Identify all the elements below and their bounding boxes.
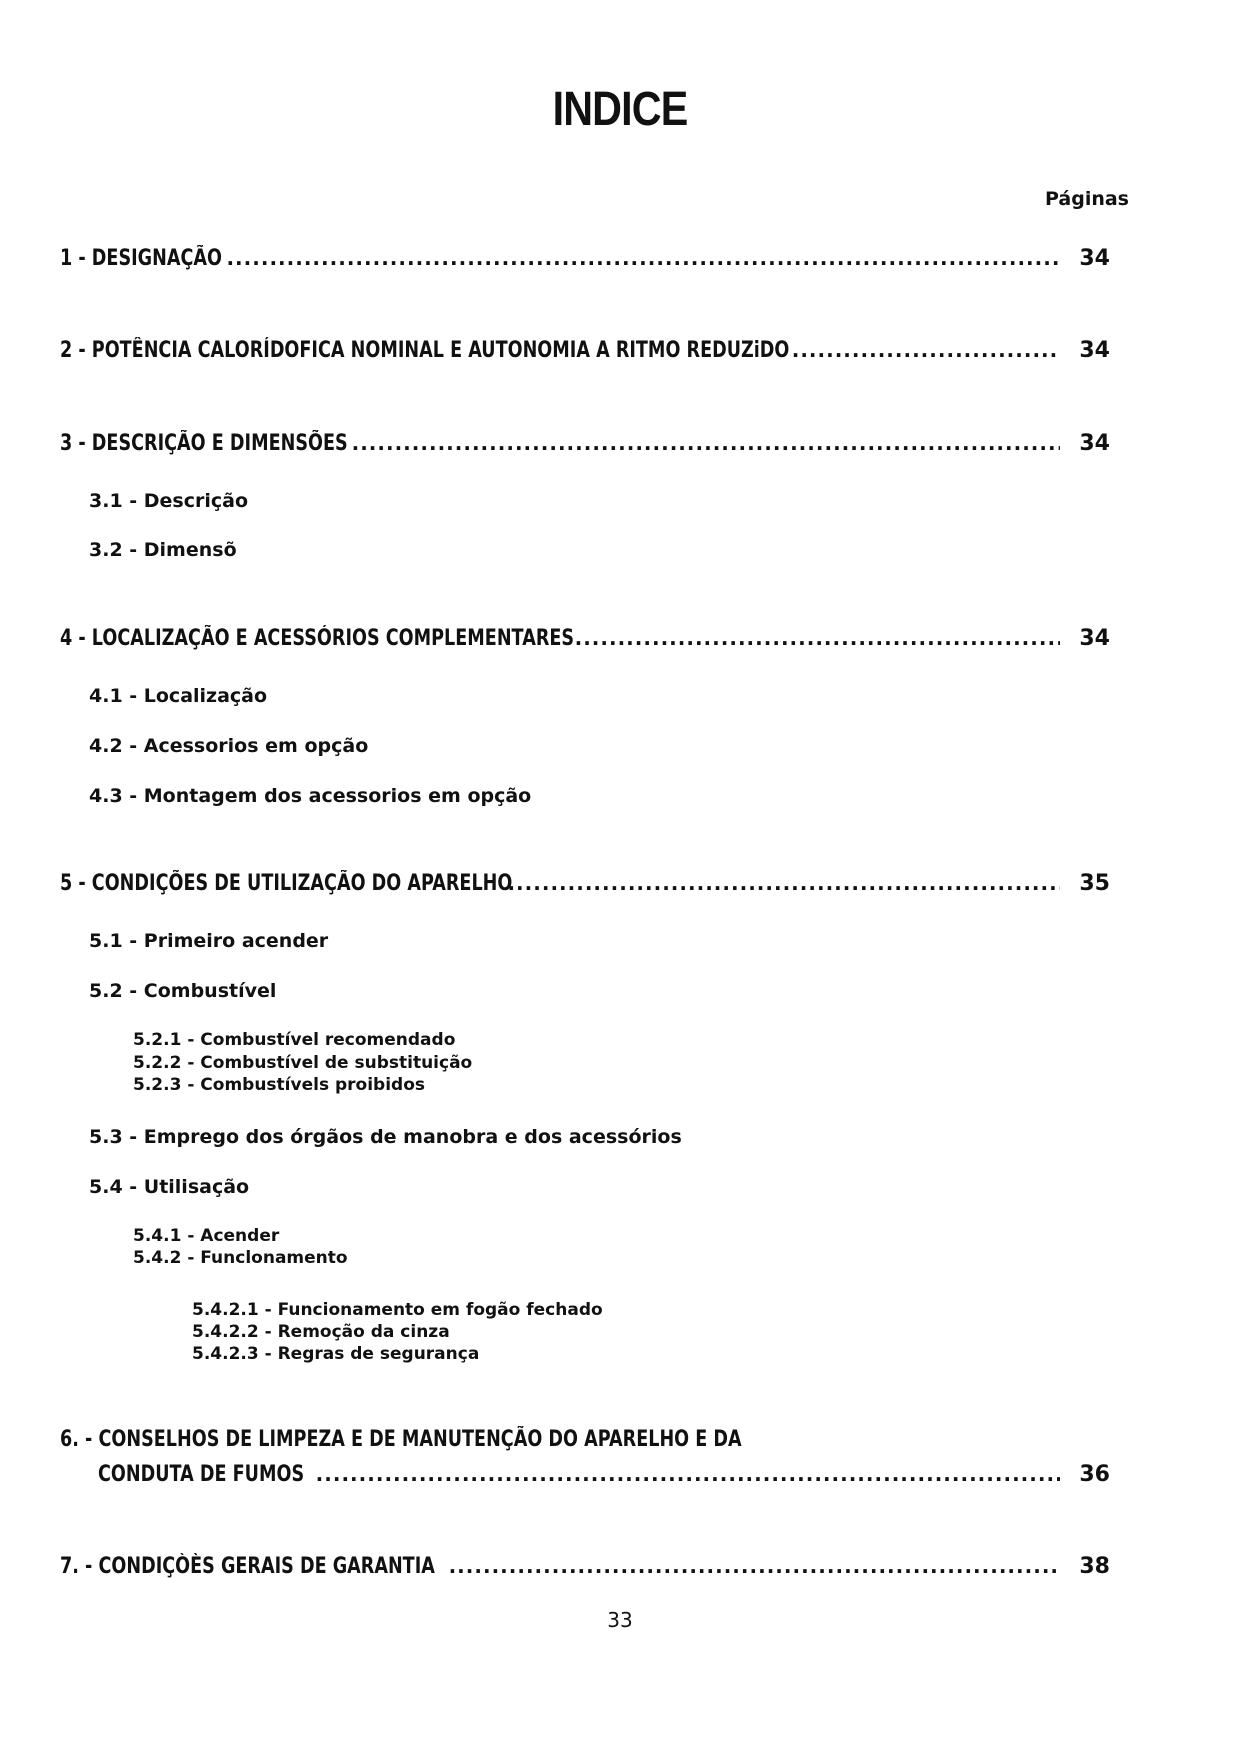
toc-entry-title: 3 - DESCRIÇÃO E DIMENSÕES: [60, 431, 348, 456]
toc-entry-title: CONDUTA DE FUMOS: [98, 1462, 305, 1487]
dot-leader: [449, 1554, 1060, 1578]
toc-subentry[interactable]: 4.1 - Localização: [89, 685, 268, 707]
toc-entry-5[interactable]: [60, 871, 1110, 901]
toc-entry-6[interactable]: [98, 1462, 1110, 1492]
toc-subentry[interactable]: 5.3 - Emprego dos órgãos de manobra e dos acessórios: [89, 1126, 682, 1148]
page-title: INDICE: [552, 83, 688, 136]
toc-subentry[interactable]: 5.4 - Utilisação: [89, 1176, 250, 1198]
toc-entry-page: 34: [1079, 431, 1110, 456]
toc-entry-page: 35: [1079, 871, 1110, 896]
toc-entry-3[interactable]: [60, 431, 1110, 461]
toc-subentry[interactable]: 3.1 - Descrição: [89, 490, 249, 512]
toc-subentry[interactable]: 5.4.2 - Funclonamento: [133, 1248, 348, 1268]
dot-leader: [316, 1462, 1060, 1486]
toc-subentry[interactable]: 5.2.3 - Combustívels proibidos: [133, 1075, 426, 1095]
toc-entry-4[interactable]: [60, 626, 1110, 656]
toc-entry-page: 36: [1079, 1462, 1110, 1487]
page-number: 33: [607, 1608, 633, 1632]
dot-leader: [575, 626, 1060, 650]
toc-entry-title: 1 - DESIGNAÇÃO: [60, 246, 222, 271]
toc-entry-title: 7. - CONDIÇÒÈS GERAIS DE GARANTIA: [60, 1554, 435, 1579]
toc-subentry[interactable]: 5.2.2 - Combustível de substituição: [133, 1053, 473, 1073]
toc-subentry[interactable]: 3.2 - Dimensõ: [89, 539, 237, 561]
toc-subentry[interactable]: 5.2 - Combustível: [89, 980, 277, 1002]
toc-subentry[interactable]: 5.4.2.1 - Funcionamento em fogão fechado: [192, 1300, 603, 1320]
toc-subentry[interactable]: 5.4.2.3 - Regras de segurança: [192, 1344, 480, 1364]
toc-entry-title: 5 - CONDIÇÕES DE UTILIZAÇÃO DO APARELHO: [60, 871, 513, 896]
toc-subentry[interactable]: 4.3 - Montagem dos acessorios em opção: [89, 785, 532, 807]
toc-subentry[interactable]: 5.4.2.2 - Remoção da cinza: [192, 1322, 450, 1342]
toc-subentry[interactable]: 5.2.1 - Combustível recomendado: [133, 1030, 456, 1050]
dot-leader: [226, 246, 1060, 270]
toc-entry-7[interactable]: [60, 1554, 1110, 1584]
toc-subentry[interactable]: 5.1 - Primeiro acender: [89, 930, 329, 952]
toc-entry-title: 6. - CONSELHOS DE LIMPEZA E DE MANUTENÇÃO DO APARELHO E DA: [60, 1427, 742, 1452]
toc-entry-1[interactable]: [60, 246, 1110, 276]
pages-column-label: Páginas: [1044, 188, 1129, 210]
toc-entry-2[interactable]: [60, 338, 1110, 368]
toc-entry-6-line1[interactable]: [60, 1427, 1110, 1457]
toc-subentry[interactable]: 5.4.1 - Acender: [133, 1226, 280, 1246]
toc-entry-page: 34: [1079, 338, 1110, 363]
toc-entry-title: 4 - LOCALIZAÇÃO E ACESSÓRIOS COMPLEMENTARES: [60, 626, 575, 651]
dot-leader: [792, 338, 1060, 362]
toc-entry-page: 38: [1079, 1554, 1110, 1579]
toc-entry-page: 34: [1079, 626, 1110, 651]
dot-leader: [352, 431, 1060, 455]
toc-subentry[interactable]: 4.2 - Acessorios em opção: [89, 735, 369, 757]
dot-leader: [507, 871, 1060, 895]
toc-entry-title: 2 - POTÊNCIA CALORÍDOFICA NOMINAL E AUTONOMIA A RITMO REDUZiDO: [60, 338, 790, 363]
toc-entry-page: 34: [1079, 246, 1110, 271]
